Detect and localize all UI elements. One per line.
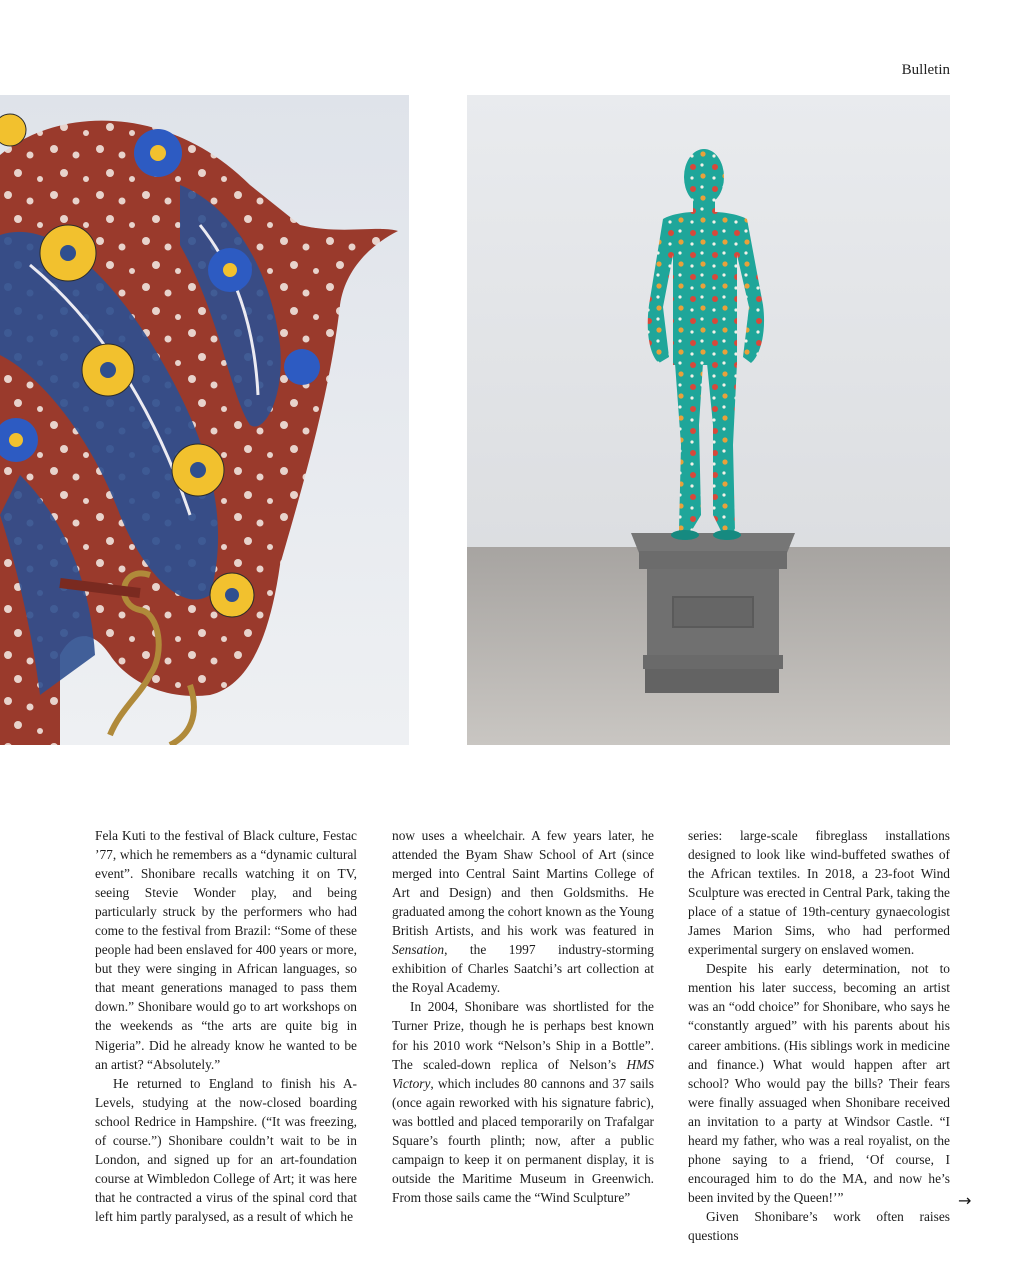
section-label: Bulletin [901, 62, 950, 78]
paragraph: In 2004, Shonibare was shortlisted for the Turner Prize, though he is perhaps best known for his 2010 work “Nelson’s Ship in a Bottle”. The scaled-down replica of Nelson’s HMS Victory, which includes 80 cannons and 37 sails (once again reworked with his signature fabric), was bottled and placed temporarily on Trafalgar Square’s fourth plinth; now, after a public campaign to keep it on permanent display, it is outside the Maritime Museum in Greenwich. From those sails came the “Wind Sculpture” [392, 999, 654, 1205]
italic-title: HMS Victory [392, 1056, 654, 1091]
paragraph: Given Shonibare’s work often raises questions [688, 1208, 950, 1243]
horse-head-sculpture-photo [0, 95, 409, 745]
figure-on-plinth-sculpture-icon [467, 95, 950, 745]
article-column-2 [392, 826, 654, 1207]
horse-head-sculpture-icon [0, 95, 409, 745]
paragraph: Fela Kuti to the festival of Black culture, Festac ’77, which he remembers as a “dynamic cultural event”. Shonibare recalls watching it on TV, seeing Stevie Wonder play, and being particularly struck by the performers who had come to the festival from Brazil: “Some of these people had been enslaved for 400 years or more, but they were singing in African languages, so that meant generations managed to pass them down.” Shonibare would go to art workshops on the weekends as “the arts are quite big in Nigeria”. Did he already know he wanted to be an artist? “Absolutely.” [95, 828, 357, 1072]
paragraph: now uses a wheelchair. A few years later, he attended the Byam Shaw School of Art (since merged into Central Saint Martins College of Art and Design) and then Goldsmiths. He graduated among the cohort known as the Young British Artists, and his work was featured in Sensation, the 1997 industry-storming exhibition of Charles Saatchi’s art collection at the Royal Academy. [392, 828, 654, 996]
italic-title: Sensation [392, 942, 445, 958]
paragraph: He returned to England to finish his A-Levels, studying at the now-closed boarding school Redrice in Hampshire. (“It was freezing, of course.”) Shonibare couldn’t wait to be in London, and signed up for an art-foundation course at Wimbledon College of Art; it was here that he contracted a virus of the spinal cord that left him partly paralysed, as a result of which he [95, 1075, 357, 1224]
article-column-3 [688, 826, 950, 1245]
paragraph: series: large-scale fibreglass installations designed to look like wind-buffeted swathes of the African textiles. In 2018, a 23-foot Wind Sculpture was erected in Central Park, taking the place of a statue of 19th-century gynaecologist James Marion Sims, who had performed experimental surgery on enslaved women. [688, 828, 950, 958]
paragraph: Despite his early determination, not to mention his later success, becoming an artist was an “odd choice” for Shonibare, who says he “constantly argued” with his parents about his career ambitions. (His siblings work in medicine and finance.) What would happen after art school? Who would pay the bills? Their fears were finally assuaged when Shonibare received an invitation to a party at Windsor Castle. “I heard my father, who was a real royalist, on the phone saying to a friend, ‘Of course, I encouraged him to do the MA, and now he’s been invited by the Queen!’” [688, 961, 950, 1205]
article-column-1 [95, 826, 357, 1226]
figure-on-plinth-sculpture-photo [467, 95, 950, 745]
continue-arrow-icon: → [958, 1191, 972, 1210]
